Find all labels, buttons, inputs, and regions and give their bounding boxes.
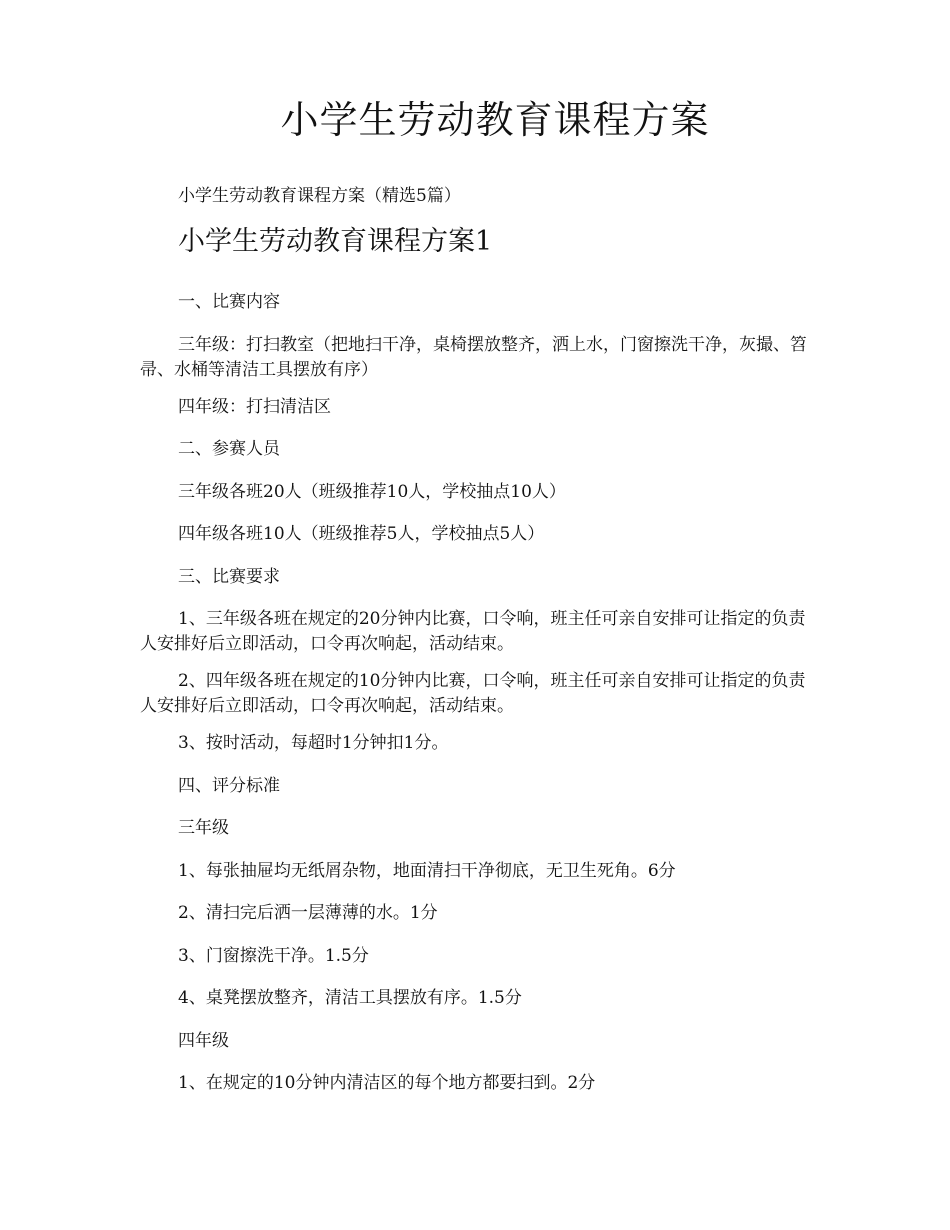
paragraph: 四、评分标准 xyxy=(178,775,280,796)
paragraph: 三、比赛要求 xyxy=(178,566,280,587)
paragraph: 四年级各班10人（班级推荐5人，学校抽点5人） xyxy=(178,524,545,544)
paragraph: 3、门窗擦洗干净。1.5分 xyxy=(178,945,369,966)
paragraph: 1、三年级各班在规定的20分钟内比赛，口令响，班主任可亲自安排可让指定的负责人安排好后立即活动，口令再次响起，活动结束。 xyxy=(140,609,806,654)
paragraph: 二、参赛人员 xyxy=(178,439,280,459)
section-heading: 小学生劳动教育课程方案1 xyxy=(178,226,493,257)
paragraph: 四年级 xyxy=(178,1030,229,1051)
paragraph: 3、按时活动，每超时1分钟扣1分。 xyxy=(178,733,449,753)
paragraph: 三年级 xyxy=(178,818,229,838)
document-subtitle: 小学生劳动教育课程方案（精选5篇） xyxy=(178,186,461,206)
paragraph: 四年级：打扫清洁区 xyxy=(178,396,331,417)
paragraph: 2、清扫完后洒一层薄薄的水。1分 xyxy=(178,903,438,923)
paragraph: 三年级：打扫教室（把地扫干净，桌椅摆放整齐，洒上水，门窗擦洗干净，灰撮、笤帚、水桶等清洁工具摆放有序） xyxy=(140,334,807,380)
document-title: 小学生劳动教育课程方案 xyxy=(280,98,710,142)
paragraph: 一、比赛内容 xyxy=(178,292,280,312)
paragraph: 1、在规定的10分钟内清洁区的每个地方都要扫到。2分 xyxy=(178,1073,596,1093)
paragraph: 4、桌凳摆放整齐，清洁工具摆放有序。1.5分 xyxy=(178,988,522,1008)
paragraph: 2、四年级各班在规定的10分钟内比赛，口令响，班主任可亲自安排可让指定的负责人安排好后立即活动，口令再次响起，活动结束。 xyxy=(140,671,806,716)
paragraph: 1、每张抽屉均无纸屑杂物，地面清扫干净彻底，无卫生死角。6分 xyxy=(178,860,676,881)
document-body xyxy=(140,290,820,1114)
paragraph: 三年级各班20人（班级推荐10人，学校抽点10人） xyxy=(178,481,566,502)
